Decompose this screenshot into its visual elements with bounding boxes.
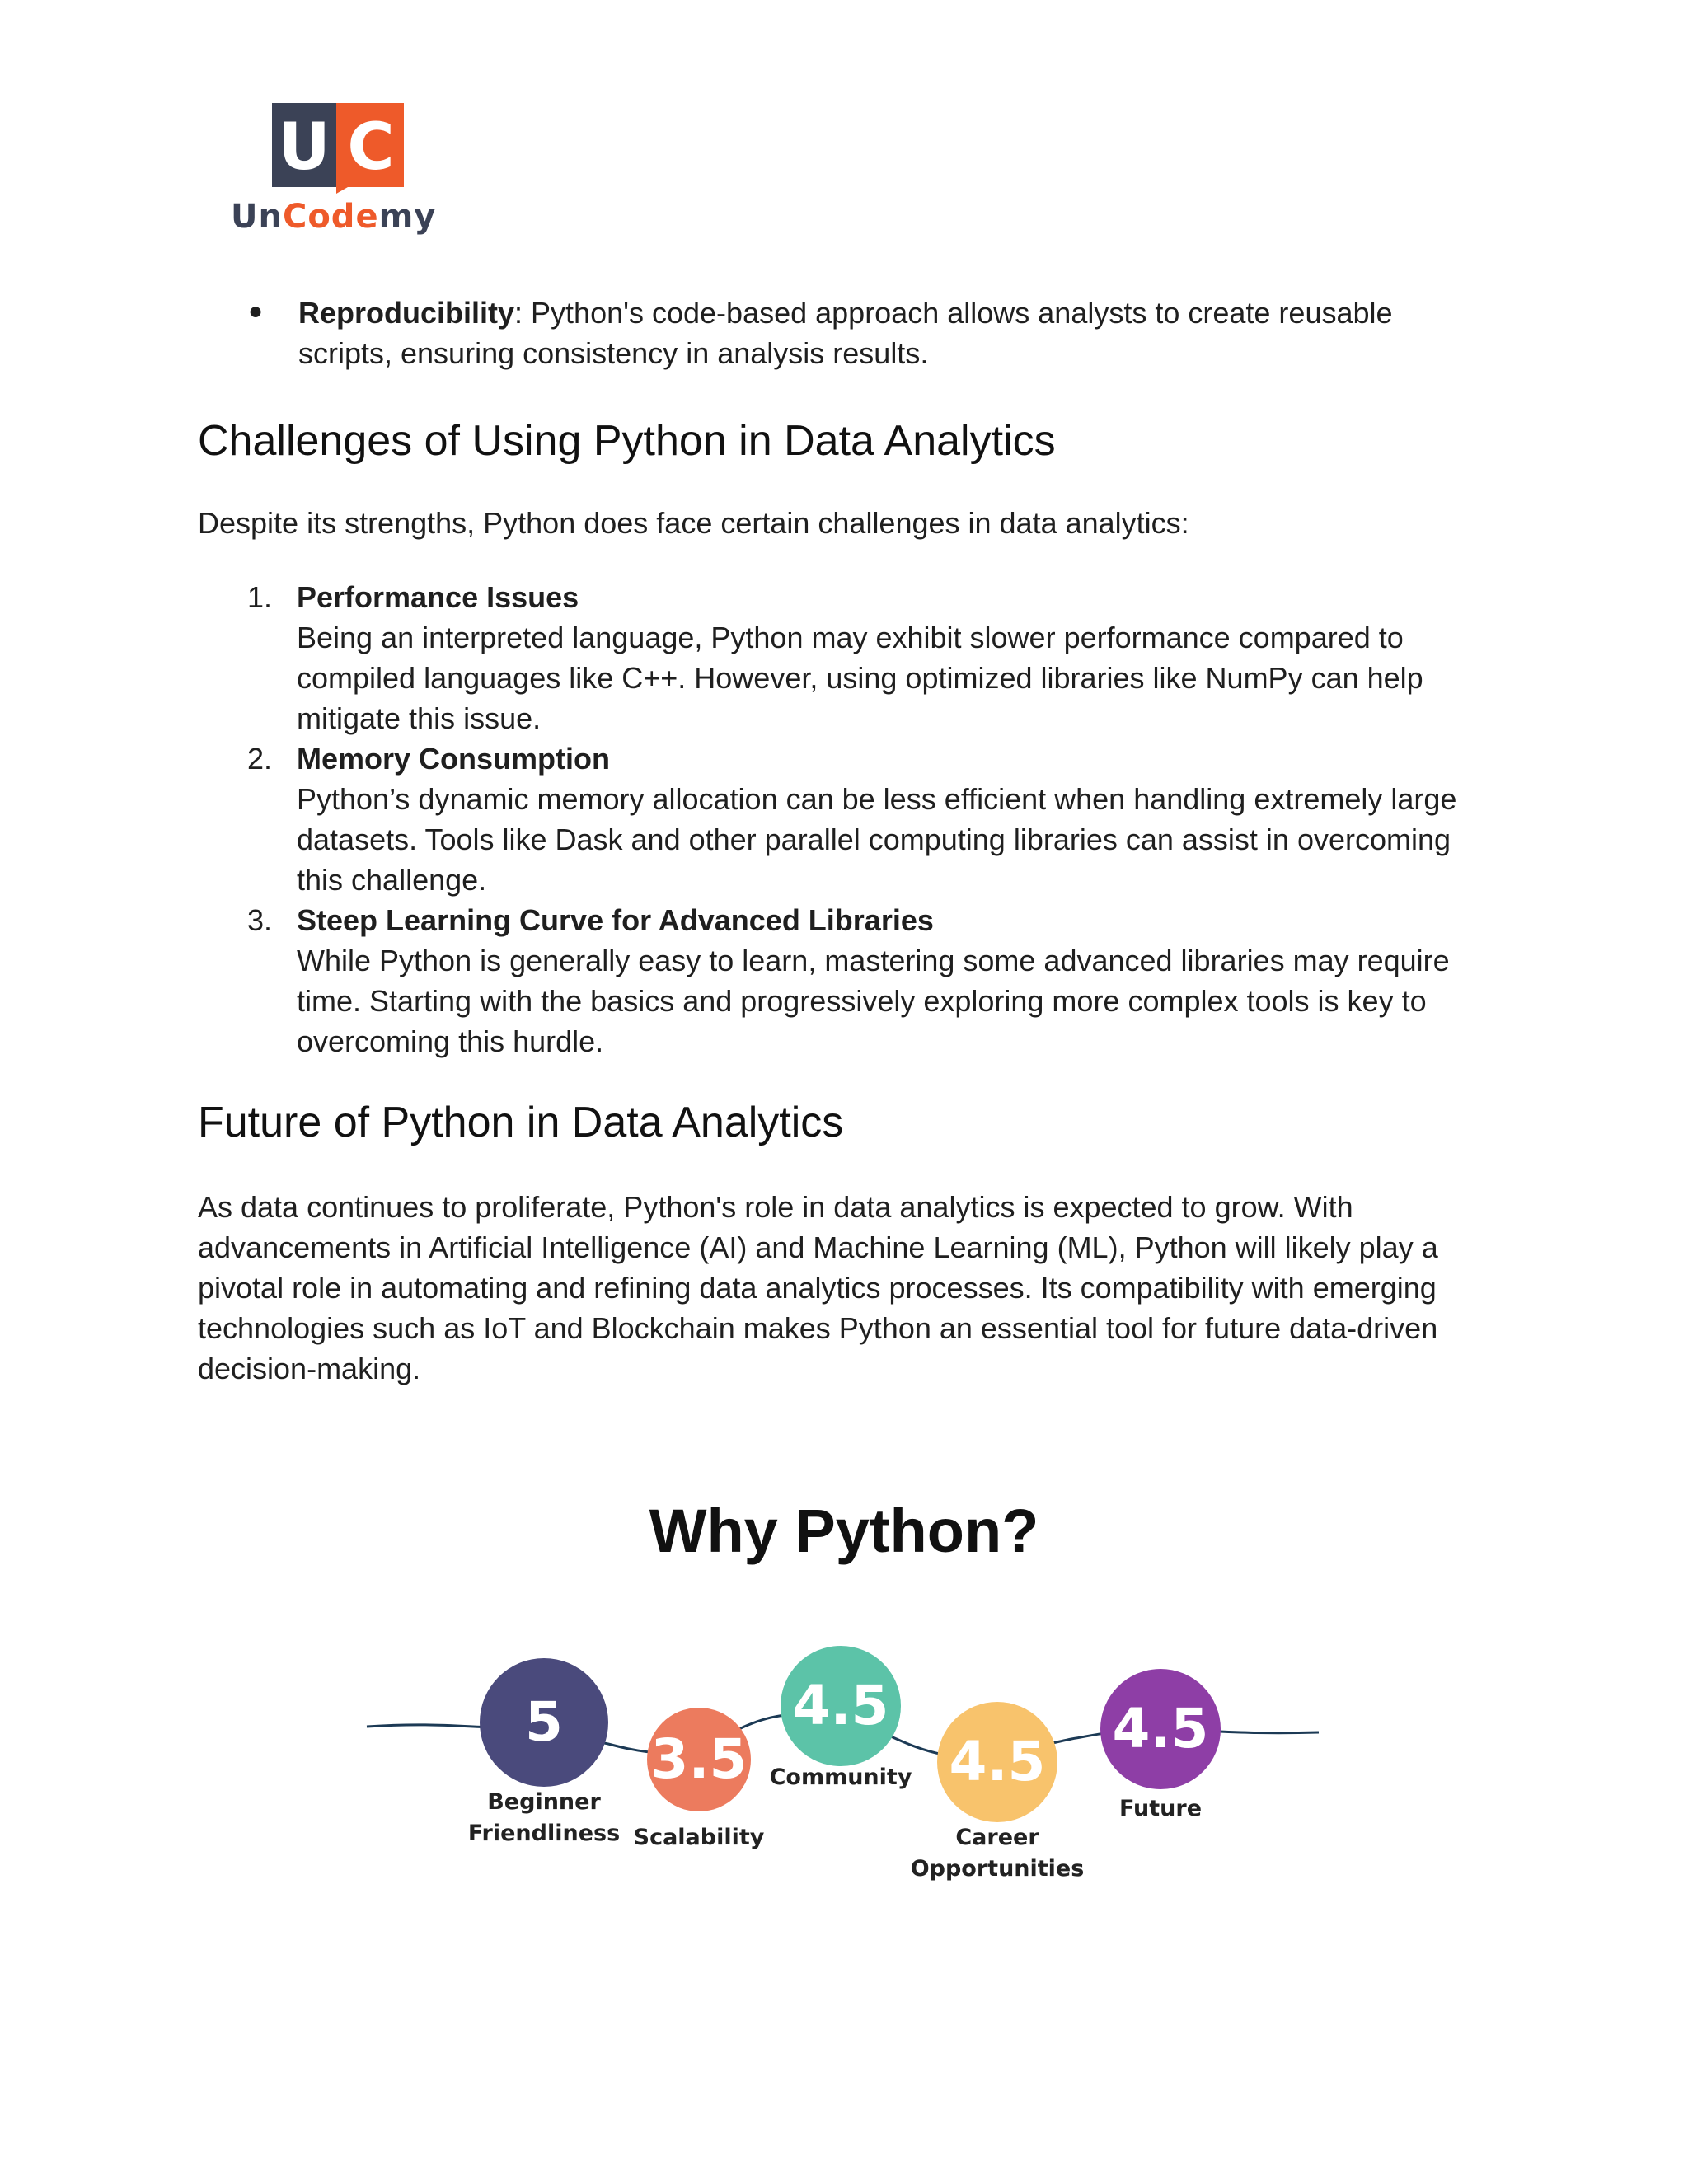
- category-label: Scalability: [633, 1825, 765, 1850]
- category-label: Opportunities: [910, 1856, 1085, 1882]
- category-label: Career: [955, 1825, 1039, 1850]
- bullet-text: : Python's code-based approach allows analysts to create reusable: [514, 296, 1393, 330]
- data-label: 5: [525, 1690, 563, 1754]
- category-label: Future: [1118, 1796, 1203, 1821]
- challenges-list: [198, 577, 1517, 1062]
- challenge-number: 1.: [247, 580, 273, 614]
- challenge-line: time. Starting with the basics and progressively exploring more complex tools is key to: [297, 984, 1427, 1018]
- logo-letter-c: C: [347, 110, 395, 185]
- logo-name-part2: Code: [282, 198, 379, 236]
- future-line: advancements in Artificial Intelligence (AI) and Machine Learning (ML), Python will likely play a: [198, 1230, 1438, 1264]
- challenge-line: Python’s dynamic memory allocation can be less efficient when handling extremely large: [297, 782, 1457, 816]
- data-label: 4.5: [949, 1730, 1046, 1793]
- category-label: Friendliness: [467, 1821, 621, 1846]
- logo-mark: [272, 103, 404, 194]
- future-heading: Future of Python in Data Analytics: [198, 1099, 844, 1146]
- challenge-line: Being an interpreted language, Python may exhibit slower performance compared to: [297, 621, 1404, 654]
- bullet-dot-icon: ●: [248, 298, 264, 325]
- bullet-term: Reproducibility: [298, 296, 515, 330]
- logo-name-part1: Un: [231, 198, 283, 236]
- data-label: 4.5: [1112, 1697, 1209, 1760]
- challenge-item: [198, 900, 1517, 1062]
- chart-point: [468, 1658, 620, 1846]
- bullet-line-2: scripts, ensuring consistency in analysis results.: [298, 336, 929, 370]
- challenge-title: Performance Issues: [297, 580, 579, 614]
- challenge-line: mitigate this issue.: [297, 701, 542, 735]
- challenge-number: 2.: [247, 742, 273, 776]
- challenge-line: overcoming this hurdle.: [297, 1024, 604, 1058]
- data-label: 4.5: [792, 1674, 889, 1737]
- challenge-line: While Python is generally easy to learn, mastering some advanced libraries may require: [297, 944, 1450, 977]
- challenge-title: Memory Consumption: [297, 742, 611, 776]
- category-label: Community: [769, 1765, 912, 1790]
- chart-point: [1100, 1669, 1221, 1821]
- future-paragraph: [198, 1187, 1484, 1389]
- challenge-line: datasets. Tools like Dask and other parallel computing libraries can assist in overcoming: [297, 823, 1451, 856]
- bullet-reproducibility: [250, 293, 1503, 373]
- logo-wordmark: [231, 198, 436, 236]
- bullet-line-1: [298, 293, 1503, 333]
- logo-name-part3: my: [378, 198, 437, 236]
- future-line: technologies such as IoT and Blockchain makes Python an essential tool for future data-driven: [198, 1311, 1438, 1345]
- data-label: 3.5: [650, 1727, 748, 1791]
- challenge-number: 3.: [247, 903, 273, 937]
- chart-point: [634, 1708, 765, 1850]
- challenge-item: [198, 577, 1517, 738]
- future-line: pivotal role in automating and refining data analytics processes. Its compatibility with emerging: [198, 1271, 1437, 1305]
- challenge-line: compiled languages like C++. However, using optimized libraries like NumPy can help: [297, 661, 1423, 695]
- logo-letter-u: U: [278, 110, 331, 185]
- challenge-line: this challenge.: [297, 863, 487, 897]
- chart-point: [911, 1702, 1085, 1882]
- category-label: Beginner: [487, 1789, 601, 1815]
- future-line: As data continues to proliferate, Python's role in data analytics is expected to grow. With: [198, 1190, 1353, 1224]
- why-python-chart: [0, 1632, 1688, 1929]
- challenge-item: [198, 738, 1517, 900]
- chart-point: [770, 1646, 912, 1790]
- challenges-intro: Despite its strengths, Python does face certain challenges in data analytics:: [198, 506, 1189, 540]
- challenges-heading: Challenges of Using Python in Data Analytics: [198, 417, 1056, 465]
- chart-title: Why Python?: [649, 1497, 1039, 1565]
- uncodemy-logo: [231, 103, 453, 243]
- future-line: decision-making.: [198, 1352, 421, 1385]
- challenge-title: Steep Learning Curve for Advanced Libraries: [297, 903, 934, 937]
